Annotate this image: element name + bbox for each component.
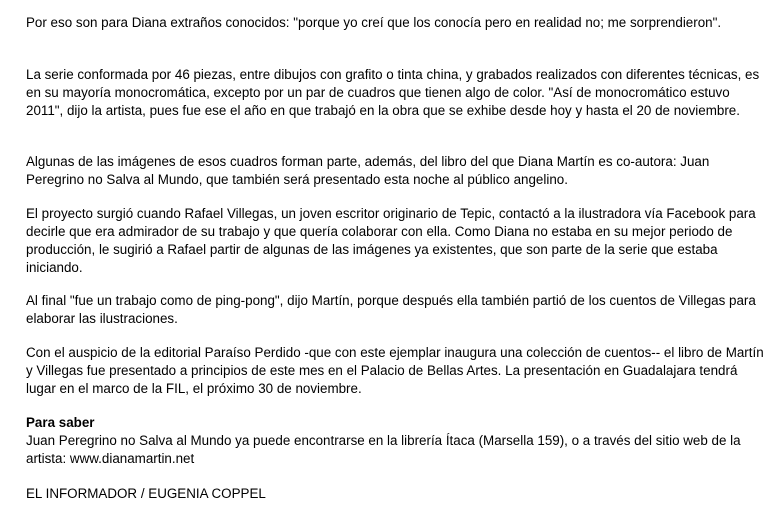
paragraph-publisher: Con el auspicio de la editorial Paraíso Perdido -que con este ejemplar inaugura una colección de cuentos-- el libro de Martín y Villegas fue presentado a principios de este mes en el Palacio de Bellas Artes. La presentación en Guadalajara tendrá lugar en el marco de la FIL, el próximo 30 de noviembre. xyxy=(26,345,764,396)
paragraph-ping-pong: Al final "fue un trabajo como de ping-pong", dijo Martín, porque después ella también partió de los cuentos de Villegas para elaborar las ilustraciones. xyxy=(26,293,756,326)
byline: EL INFORMADOR / EUGENIA COPPEL xyxy=(26,486,266,501)
paragraph-intro: Por eso son para Diana extraños conocidos: "porque yo creí que los conocía pero en realidad no; me sorprendieron". xyxy=(26,15,722,30)
paragraph-availability: Juan Peregrino no Salva al Mundo ya puede encontrarse en la librería Ítaca (Marsella 159), o a través del sitio web de la artista: www.dianamartin.net xyxy=(26,433,741,466)
section-heading: Para saber xyxy=(26,415,95,430)
paragraph-series: La serie conformada por 46 piezas, entre dibujos con grafito o tinta china, y grabados realizados con diferentes técnicas, es en su mayoría monocromática, excepto por un par de cuadros que tienen algo de color. "Así de monocromático estuvo 2011", dijo la artista, pues fue ese el año en que trabajó en la obra que se exhibe desde hoy y hasta el 20 de noviembre. xyxy=(26,67,760,118)
paragraph-book: Algunas de las imágenes de esos cuadros forman parte, además, del libro del que Diana Martín es co-autora: Juan Peregrino no Salva al Mundo, que también será presentado esta noche al público angelino. xyxy=(26,154,710,187)
paragraph-project: El proyecto surgió cuando Rafael Villegas, un joven escritor originario de Tepic, contactó a la ilustradora vía Facebook para decirle que era admirador de su trabajo y que quería colaborar con ella. Como Diana no estaba en su mejor periodo de producción, le sugirió a Rafael partir de algunas de las imágenes ya existentes, que son parte de la serie que estaba iniciando. xyxy=(26,206,756,275)
